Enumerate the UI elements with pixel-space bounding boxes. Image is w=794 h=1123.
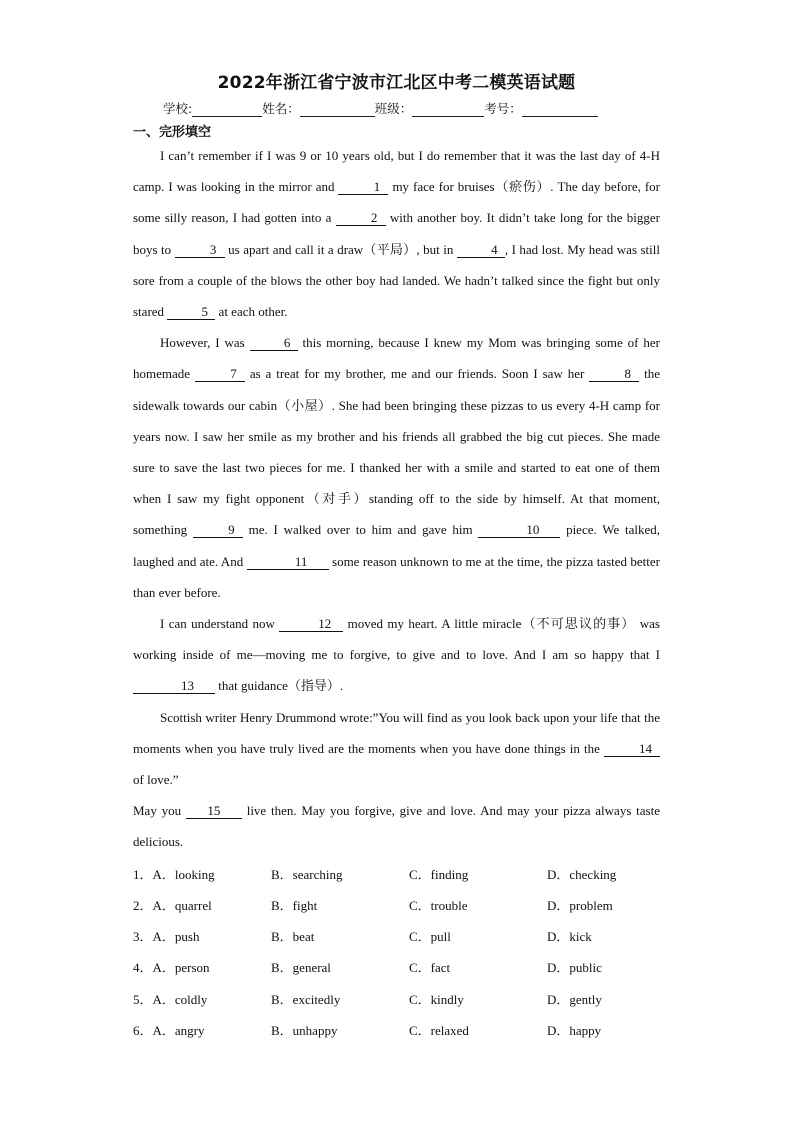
- option-c[interactable]: C．pull: [409, 929, 451, 945]
- option-row: [133, 1014, 660, 1045]
- option-b[interactable]: B．beat: [271, 929, 315, 945]
- blank-11[interactable]: 11: [247, 555, 329, 570]
- paragraph-2: [133, 327, 660, 608]
- text: Scottish writer Henry Drummond wrote:”You will find as you look back upon your life that the moments when you have truly lived are the moments when you have done things in the: [133, 709, 660, 756]
- option-c[interactable]: C．finding: [409, 866, 469, 882]
- class-label: 班级：: [374, 101, 413, 116]
- text: , I had lost. My head was still sore from a couple of the blows the other boy had landed. We hadn’t talked since the fight but only stared: [133, 241, 660, 320]
- option-d[interactable]: D．kick: [547, 929, 592, 945]
- option-d[interactable]: D．public: [547, 960, 602, 976]
- option-c[interactable]: C．relaxed: [409, 1022, 469, 1038]
- text: that guidance（指导）.: [215, 678, 344, 694]
- option-a[interactable]: 2．A．quarrel: [133, 897, 212, 913]
- option-a[interactable]: 5．A．coldly: [133, 991, 208, 1007]
- text: live then. May you forgive, give and love. And may your pizza always taste delicious.: [133, 803, 660, 850]
- option-row: [133, 889, 660, 920]
- blank-15[interactable]: 15: [186, 804, 242, 819]
- text: I can understand now: [160, 616, 280, 632]
- exam-page: [133, 68, 660, 1045]
- option-row: [133, 858, 660, 889]
- option-d[interactable]: D．checking: [547, 866, 617, 882]
- options-list: [133, 858, 660, 1045]
- blank-6[interactable]: 6: [250, 336, 298, 351]
- option-b[interactable]: B．searching: [271, 866, 343, 882]
- option-a[interactable]: 3．A．push: [133, 929, 200, 945]
- text: of love.”: [133, 772, 179, 788]
- option-row: [133, 920, 660, 951]
- text: I can’t remember if I was 9 or 10 years old, but I do remember that it was the last day of 4-H camp. I was looking in the mirror and: [133, 148, 660, 195]
- number-blank[interactable]: [522, 103, 598, 117]
- option-c[interactable]: C．kindly: [409, 991, 464, 1007]
- blank-12[interactable]: 12: [279, 617, 343, 632]
- blank-7[interactable]: 7: [195, 367, 245, 382]
- text: some reason unknown to me at the time, the pizza tasted better than ever before.: [133, 553, 661, 600]
- option-b[interactable]: B．fight: [271, 897, 318, 913]
- blank-4[interactable]: 4: [457, 243, 505, 258]
- blank-3[interactable]: 3: [175, 243, 225, 258]
- paragraph-3: [133, 608, 660, 702]
- option-row: [133, 982, 660, 1013]
- text: piece. We talked, laughed and ate. And: [133, 522, 661, 569]
- text: May you: [133, 803, 186, 819]
- text: my face for bruises（瘀伤）. The day before, for some silly reason, I had gotten into a: [133, 179, 660, 226]
- option-d[interactable]: D．gently: [547, 991, 602, 1007]
- page-title: 2022年浙江省宁波市江北区中考二模英语试题: [217, 73, 576, 93]
- option-c[interactable]: C．fact: [409, 960, 451, 976]
- student-info-line: [163, 99, 660, 117]
- text: with another boy. It didn’t take long for the bigger boys to: [133, 210, 660, 257]
- blank-5[interactable]: 5: [167, 305, 215, 320]
- blank-8[interactable]: 8: [589, 367, 639, 382]
- text: as a treat for my brother, me and our friends. Soon I saw her: [244, 366, 590, 382]
- option-b[interactable]: B．excitedly: [271, 991, 341, 1007]
- paragraph-4: [133, 702, 660, 796]
- option-a[interactable]: 4．A．person: [133, 960, 210, 976]
- option-c[interactable]: C．trouble: [409, 897, 468, 913]
- option-a[interactable]: 1．A．looking: [133, 866, 215, 882]
- option-d[interactable]: D．problem: [547, 897, 613, 913]
- paragraph-1: [133, 140, 660, 327]
- paragraph-5: [133, 795, 660, 857]
- text: the sidewalk towards our cabin（小屋）. She had been bringing these pizzas to us every 4-H camp for years now. I saw her smile as my brother and his friends all grabbed the big cut pieces. She made sure to save the last two pieces for me. I thanked her with a smile and started to eat one of them when I saw my fight opponent（对手）standing off to the side by himself. At that moment, something: [133, 366, 661, 538]
- option-d[interactable]: D．happy: [547, 1022, 602, 1038]
- school-blank[interactable]: [192, 103, 262, 117]
- number-label: 考号：: [484, 101, 522, 116]
- class-blank[interactable]: [412, 103, 484, 117]
- text: me. I walked over to him and gave him: [242, 522, 479, 538]
- blank-10[interactable]: 10: [478, 523, 560, 538]
- blank-14[interactable]: 14: [604, 742, 660, 757]
- text: this morning, because I knew my Mom was bringing some of her homemade: [133, 335, 660, 382]
- text: However, I was: [160, 335, 250, 351]
- option-b[interactable]: B．unhappy: [271, 1022, 338, 1038]
- text: moved my heart. A little miracle（不可思议的事） was working inside of me—moving me to forgive, to give and to love. And I am so happy that I: [133, 616, 660, 663]
- blank-2[interactable]: 2: [336, 211, 386, 226]
- name-blank[interactable]: [300, 103, 375, 117]
- section-heading: 一、完形填空: [133, 125, 212, 140]
- text: us apart and call it a draw（平局）, but in: [224, 241, 457, 257]
- name-label: 姓名：: [262, 101, 300, 116]
- blank-13[interactable]: 13: [133, 679, 215, 694]
- blank-9[interactable]: 9: [193, 523, 243, 538]
- option-b[interactable]: B．general: [271, 960, 331, 976]
- option-row: [133, 951, 660, 982]
- school-label: 学校:: [163, 101, 193, 116]
- text: at each other.: [215, 304, 288, 320]
- option-a[interactable]: 6．A．angry: [133, 1022, 205, 1038]
- blank-1[interactable]: 1: [338, 180, 388, 195]
